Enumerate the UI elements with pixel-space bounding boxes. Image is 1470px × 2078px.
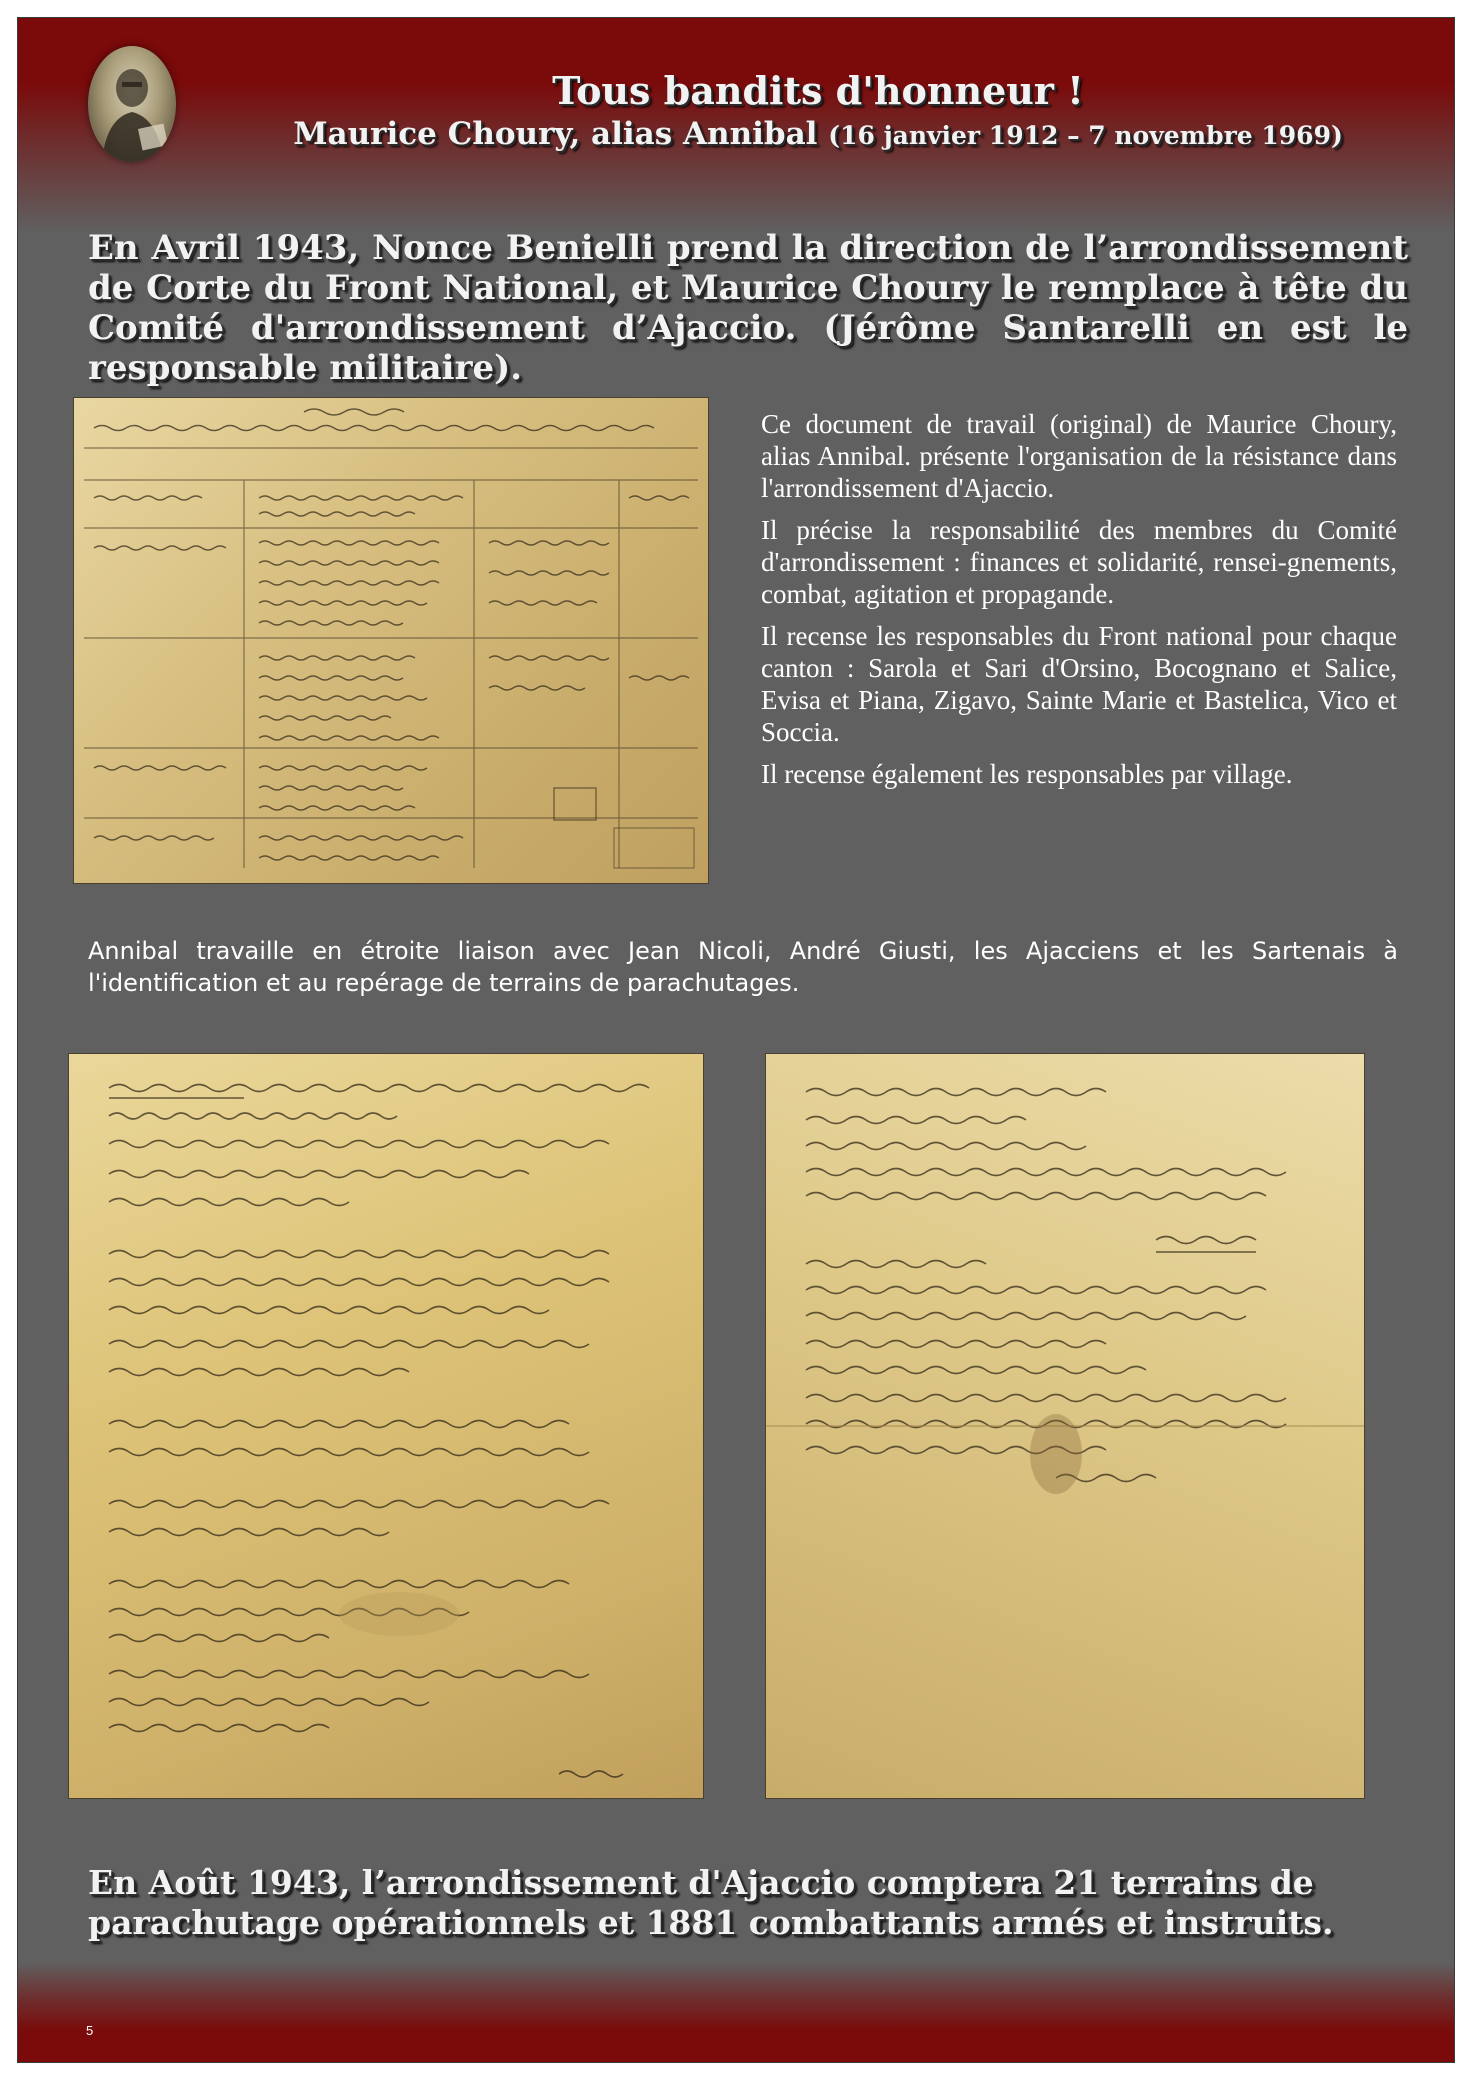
parachute-fields-list-scan: [68, 1053, 704, 1799]
page-title: Tous bandits d'honneur !: [552, 68, 1084, 113]
description-paragraph: Ce document de travail (original) de Maurice Choury, alias Annibal. présente l'organisation de la résistance dans l'arrondissement d'Ajaccio.: [761, 409, 1397, 503]
document-description: [761, 408, 1397, 800]
subtitle-name: Maurice Choury, alias Annibal: [293, 116, 818, 152]
footer-band: [18, 1962, 1454, 2062]
intro-paragraph: En Avril 1943, Nonce Benielli prend la direction de l’arrondissement de Corte du Front National, et Maurice Choury le remplace à tête du Comité d'arrondissement d’Ajaccio. (Jérôme Santarelli en est le responsable militaire).: [88, 228, 1408, 388]
conclusion-paragraph: En Août 1943, l’arrondissement d'Ajaccio comptera 21 terrains de parachutage opérationnels et 1881 combattants armés et instruits.: [88, 1863, 1334, 1942]
title-block: [218, 68, 1418, 156]
portrait-photo: [88, 46, 176, 162]
organisation-chart-scan: [73, 397, 709, 884]
annibal-note-scan: [765, 1053, 1365, 1799]
page-number: 5: [86, 2023, 94, 2038]
liaison-paragraph: Annibal travaille en étroite liaison avec Jean Nicoli, André Giusti, les Ajacciens et les Sartenais à l'identification et au repérage de terrains de parachutages.: [88, 937, 1398, 997]
description-paragraph: Il recense les responsables du Front national pour chaque canton : Sarola et Sari d'Orsino, Bocognano et Salice, Evisa et Piana, Zigavo, Sainte Marie et Bastelica, Vico et Soccia.: [761, 621, 1397, 747]
page-subtitle: [218, 114, 1418, 156]
description-paragraph: Il recense également les responsables par village.: [761, 759, 1293, 789]
subtitle-dates: (16 janvier 1912 – 7 novembre 1969): [828, 121, 1343, 150]
description-paragraph: Il précise la responsabilité des membres du Comité d'arrondissement : finances et solidarité, rensei-gnements, combat, agitation et propagande.: [761, 515, 1397, 609]
